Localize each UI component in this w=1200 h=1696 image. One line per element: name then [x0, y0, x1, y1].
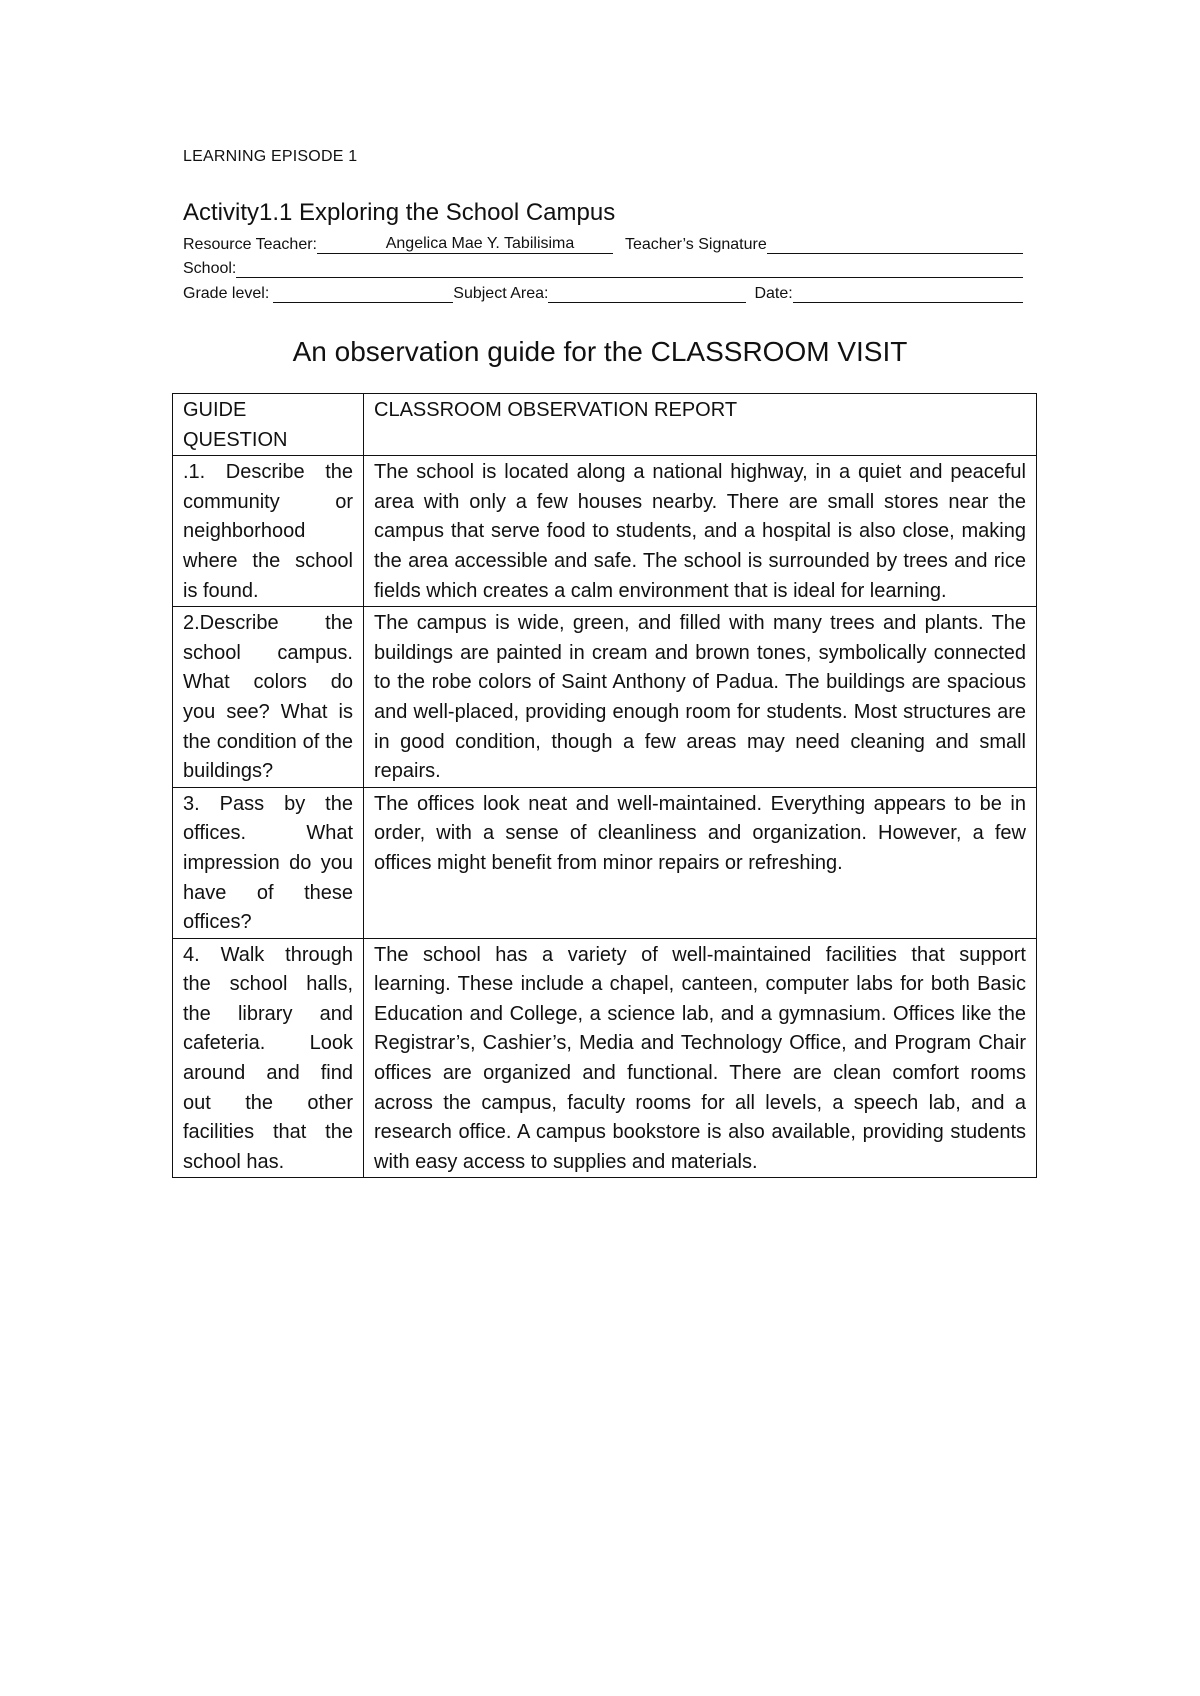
grade-subject-date-row — [183, 284, 1023, 303]
subject-area-field[interactable] — [548, 284, 746, 303]
resource-teacher-label: Resource Teacher: — [183, 236, 317, 253]
grade-level-field[interactable] — [273, 284, 453, 303]
school-field[interactable] — [236, 259, 1023, 278]
resource-teacher-value: Angelica Mae Y. Tabilisima — [347, 235, 613, 254]
signature-field[interactable] — [767, 235, 1023, 254]
table-header-row — [173, 394, 1037, 456]
grade-level-label: Grade level: — [183, 285, 270, 302]
guide-question-cell: 3. Pass by the offices. What impression do you have of these offices? — [173, 787, 364, 938]
resource-teacher-row — [183, 235, 1023, 254]
episode-label: LEARNING EPISODE 1 — [183, 148, 358, 165]
observation-answer-cell: The campus is wide, green, and filled with many trees and plants. The buildings are painted in cream and brown tones, symbolically connected to the robe colors of Saint Anthony of Padua. The buildings are spacious and well-placed, providing enough room for students. Most structures are in good condition, though a few areas may need cleaning and small repairs. — [364, 607, 1037, 788]
observation-guide-heading: An observation guide for the CLASSROOM VISIT — [292, 336, 908, 367]
guide-question-cell: 2.Describe the school campus. What colors do you see? What is the condition of the buildings? — [173, 607, 364, 788]
activity-title: Activity1.1 Exploring the School Campus — [183, 199, 616, 226]
underline-blank — [317, 235, 347, 254]
table-row — [173, 456, 1037, 607]
header-guide-question: GUIDE QUESTION — [173, 394, 364, 456]
date-label: Date: — [754, 285, 793, 302]
table-row — [173, 787, 1037, 938]
table-row — [173, 938, 1037, 1178]
date-field[interactable] — [793, 284, 1023, 303]
observation-answer-cell: The offices look neat and well-maintained. Everything appears to be in order, with a sense of cleanliness and organization. However, a few offices might benefit from minor repairs or refreshing. — [364, 787, 1037, 938]
table-row — [173, 607, 1037, 788]
observation-table — [172, 393, 1037, 1178]
school-row — [183, 259, 1023, 278]
header-observation-report: CLASSROOM OBSERVATION REPORT — [364, 394, 1037, 456]
school-label: School: — [183, 260, 237, 277]
guide-question-cell: 4. Walk through the school halls, the library and cafeteria. Look around and find out the other facilities that the school has. — [173, 938, 364, 1178]
observation-answer-cell: The school has a variety of well-maintained facilities that support learning. These include a chapel, canteen, computer labs for both Basic Education and College, a science lab, and a gymnasium. Offices like the Registrar’s, Cashier’s, Media and Technology Office, and Program Chair offices are organized and functional. There are clean comfort rooms across the campus, faculty rooms for all levels, a speech lab, and a research office. A campus bookstore is also available, providing students with easy access to supplies and materials. — [364, 938, 1037, 1178]
observation-answer-cell: The school is located along a national highway, in a quiet and peaceful area with only a few houses nearby. There are small stores near the campus that serve food to students, and a hospital is also close, making the area accessible and safe. The school is surrounded by trees and rice fields which creates a calm environment that is ideal for learning. — [364, 456, 1037, 607]
signature-label: Teacher’s Signature — [625, 236, 767, 253]
guide-question-cell: .1. Describe the community or neighborhood where the school is found. — [173, 456, 364, 607]
subject-area-label: Subject Area: — [453, 285, 549, 302]
